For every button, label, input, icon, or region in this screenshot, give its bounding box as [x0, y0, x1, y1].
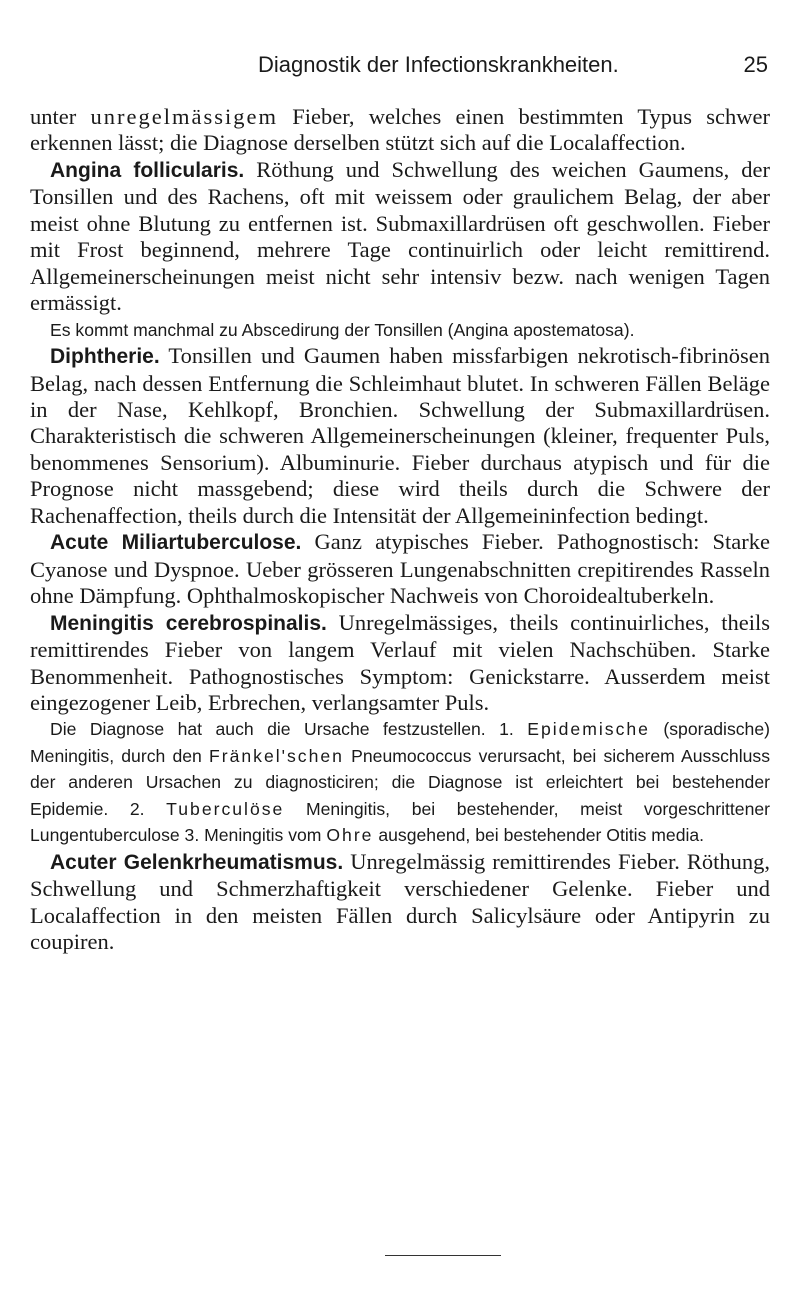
end-rule	[385, 1255, 501, 1256]
note-angina: Es kommt manchmal zu Abscedirung der Tonsillen (Angina apostematosa).	[50, 319, 635, 340]
section-meningitis: Meningitis cerebrospinalis. Unregelmässiges, theils continuirliches, theils remittirendes Fieber von langem Verlauf mit vielen Nachschüben. Starke Benommenheit. Pathognostisches Symptom: Genickstarre. Ausserdem meist eingezogener Leib, Erbrechen, verlangsamter Puls.	[30, 609, 771, 715]
heading-miliartuberculose: Acute Miliartuberculose.	[50, 531, 302, 555]
heading-angina: Angina follicularis.	[50, 158, 245, 182]
emphasis: unregelmässigem	[90, 104, 278, 129]
heading-diphtherie: Diphtherie.	[50, 345, 160, 369]
section-angina: Angina follicularis. Röthung und Schwellung des weichen Gaumens, der Tonsillen und des Rachens, oft mit weissem oder graulichem Belag, der aber meist ohne Blutung zu entfernen ist. Submaxillardrüsen oft geschwollen. Fieber mit Frost beginnend, mehrere Tage continuirlich oder leicht remittirend. Allgemeinerscheinungen meist nicht sehr intensiv bezw. nach wenigen Tagen ermässigt.	[30, 156, 770, 316]
heading-meningitis: Meningitis cerebrospinalis.	[50, 611, 327, 635]
header-title: Diagnostik der Infectionskrankheiten.	[258, 52, 619, 77]
section-miliartuberculose: Acute Miliartuberculose. Ganz atypisches Fieber. Pathognostisch: Starke Cyanose und Dyspnoe. Ueber grösseren Lungenabschnitten crepitirendes Rasseln ohne Dämpfung. Ophthalmoskopischer Nachweis von Choroidealtuberkeln.	[30, 529, 771, 609]
emphasis: Fränkel'schen	[208, 745, 344, 766]
paragraph-continuation: unter unregelmässigem Fieber, welches einen bestimmten Typus schwer erkennen lässt; die Diagnose derselben stützt sich auf die Localaffection.	[30, 104, 771, 156]
section-gelenkrheumatismus: Acuter Gelenkrheumatismus. Unregelmässig remittirendes Fieber. Röthung, Schwellung und Schmerzhaftigkeit verschiedener Gelenke. Fieber und Localaffection in den meisten Fällen durch Salicylsäure oder Antipyrin zu coupiren.	[30, 848, 771, 955]
note-meningitis: Die Diagnose hat auch die Ursache festzustellen. 1. Epidemische (sporadische) Meningitis, durch den Fränkel'schen Pneumococcus verursacht, bei sicherem Ausschluss der anderen Ursachen zu diagnosticiren; die Diagnose ist erleichtert bei bestehender Epidemie. 2. Tuberculöse Meningitis, bei bestehender, meist vorgeschrittener Lungentuberculose 3. Meningitis vom Ohre ausgehend, bei bestehender Otitis media.	[30, 719, 770, 846]
body-text	[30, 104, 770, 956]
emphasis: Tuberculöse	[166, 798, 285, 819]
emphasis: Epidemische	[527, 719, 650, 740]
section-diphtherie: Diphtherie. Tonsillen und Gaumen haben missfarbigen nekrotisch-fibrinösen Belag, nach dessen Entfernung die Schleimhaut blutet. In schweren Fällen Beläge in der Nase, Kehlkopf, Bronchien. Schwellung der Submaxillardrüsen. Charakteristisch die schweren Allgemeinerscheinungen (kleiner, frequenter Puls, benommenes Sensorium). Albuminurie. Fieber durchaus atypisch und für die Prognose nicht massgebend; diese wird theils durch die Schwere der Rachenaffection, theils durch die Intensität der Allgemeininfection bedingt.	[30, 343, 770, 528]
heading-gelenkrheumatismus: Acuter Gelenkrheumatismus.	[50, 850, 344, 874]
emphasis: Ohre	[326, 825, 374, 846]
running-header	[258, 52, 768, 78]
page-number: 25	[743, 52, 768, 77]
